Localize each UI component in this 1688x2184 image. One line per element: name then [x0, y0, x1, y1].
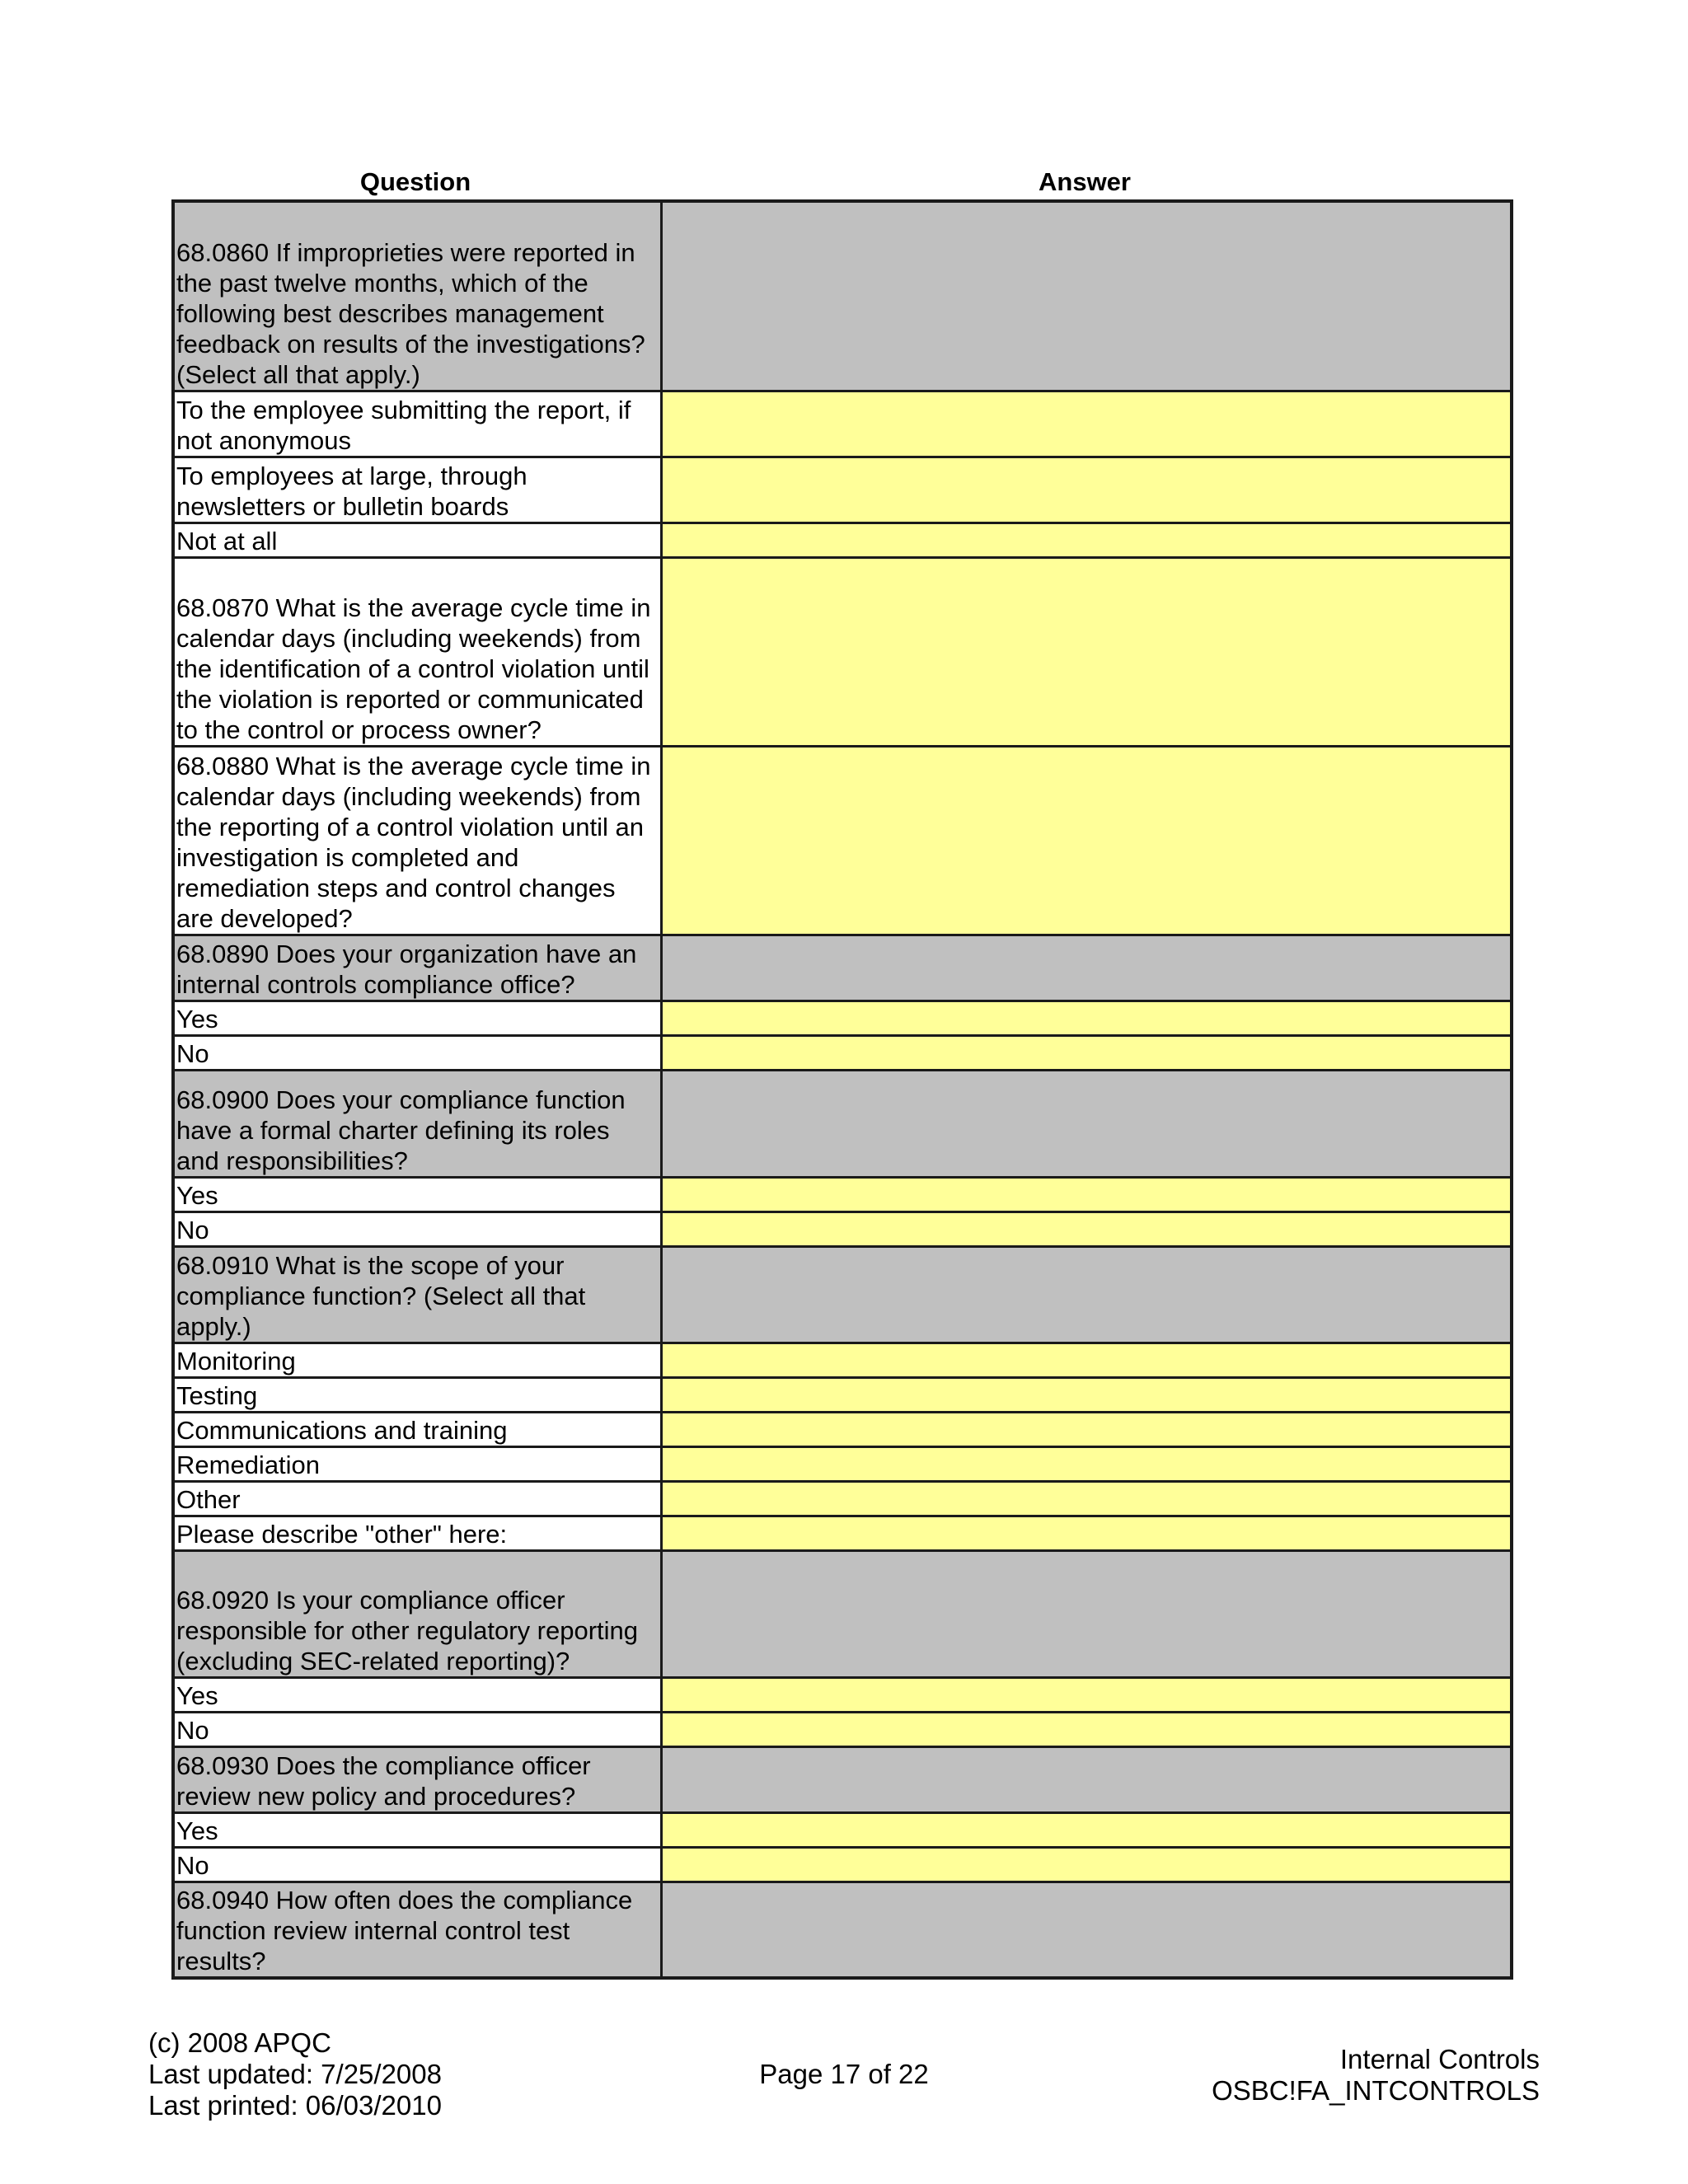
option-cell: Please describe "other" here:: [173, 1516, 661, 1550]
answer-cell: [661, 1070, 1512, 1177]
table-row: [173, 1343, 1512, 1377]
table-row: [173, 1882, 1512, 1978]
answer-input-cell[interactable]: [661, 1343, 1512, 1377]
table-row: [173, 1035, 1512, 1070]
answer-input-cell[interactable]: [661, 391, 1512, 457]
option-cell: Other: [173, 1481, 661, 1516]
question-cell: 68.0940 How often does the compliance function review internal control test results?: [173, 1882, 661, 1978]
table-row: [173, 1377, 1512, 1412]
table-row: [173, 1677, 1512, 1712]
answer-cell: [661, 1746, 1512, 1812]
question-header: Question: [359, 167, 471, 196]
sheet-name: OSBC!FA_INTCONTROLS: [1212, 2075, 1540, 2106]
question-cell: 68.0870 What is the average cycle time in calendar days (including weekends) from the identification of a control violation until the violation is reported or communicated to the control or process owner?: [173, 557, 661, 746]
option-cell: Testing: [173, 1377, 661, 1412]
survey-table: [171, 199, 1513, 1980]
table-row: [173, 557, 1512, 746]
table-row: [173, 1246, 1512, 1343]
table-row: [173, 391, 1512, 457]
question-cell: 68.0880 What is the average cycle time in calendar days (including weekends) from the reporting of a control violation until an investigation is completed and remediation steps and control changes are developed?: [173, 746, 661, 935]
page-number: Page 17 of 22: [759, 2059, 929, 2089]
answer-input-cell[interactable]: [661, 457, 1512, 523]
last-updated-text: Last updated: 7/25/2008: [148, 2059, 442, 2089]
table-row: [173, 1212, 1512, 1246]
option-cell: Yes: [173, 1677, 661, 1712]
table-row: [173, 1847, 1512, 1882]
last-printed-text: Last printed: 06/03/2010: [148, 2090, 442, 2121]
answer-input-cell[interactable]: [661, 1712, 1512, 1746]
option-cell: Not at all: [173, 523, 661, 557]
answer-input-cell[interactable]: [661, 1516, 1512, 1550]
answer-input-cell[interactable]: [661, 1446, 1512, 1481]
answer-cell: [661, 201, 1512, 391]
option-cell: To employees at large, through newsletters or bulletin boards: [173, 457, 661, 523]
table-row: [173, 457, 1512, 523]
table-headers: [171, 165, 1510, 199]
answer-input-cell[interactable]: [661, 1481, 1512, 1516]
question-cell: 68.0860 If improprieties were reported in the past twelve months, which of the following best describes management feedback on results of the investigations? (Select all that apply.): [173, 201, 661, 391]
answer-cell: [661, 935, 1512, 1001]
table-row: [173, 935, 1512, 1001]
table-row: [173, 201, 1512, 391]
page-footer: [0, 2027, 1688, 2126]
question-cell: 68.0910 What is the scope of your compliance function? (Select all that apply.): [173, 1246, 661, 1343]
answer-input-cell[interactable]: [661, 746, 1512, 935]
table-row: [173, 1746, 1512, 1812]
option-cell: Remediation: [173, 1446, 661, 1481]
answer-input-cell[interactable]: [661, 1677, 1512, 1712]
table-row: [173, 1712, 1512, 1746]
table-row: [173, 746, 1512, 935]
option-cell: To the employee submitting the report, if not anonymous: [173, 391, 661, 457]
answer-input-cell[interactable]: [661, 1001, 1512, 1035]
question-cell: 68.0930 Does the compliance officer review new policy and procedures?: [173, 1746, 661, 1812]
option-cell: Yes: [173, 1001, 661, 1035]
question-cell: 68.0900 Does your compliance function have a formal charter defining its roles and responsibilities?: [173, 1070, 661, 1177]
question-cell: 68.0890 Does your organization have an internal controls compliance office?: [173, 935, 661, 1001]
section-title: Internal Controls: [1339, 2044, 1540, 2074]
option-cell: Communications and training: [173, 1412, 661, 1446]
option-cell: Monitoring: [173, 1343, 661, 1377]
answer-input-cell[interactable]: [661, 1377, 1512, 1412]
answer-header: Answer: [1039, 167, 1131, 196]
table-row: [173, 1177, 1512, 1212]
option-cell: No: [173, 1712, 661, 1746]
option-cell: Yes: [173, 1812, 661, 1847]
answer-input-cell[interactable]: [661, 1812, 1512, 1847]
question-cell: 68.0920 Is your compliance officer responsible for other regulatory reporting (excluding SEC-related reporting)?: [173, 1550, 661, 1677]
table-row: [173, 1001, 1512, 1035]
table-row: [173, 523, 1512, 557]
table-row: [173, 1446, 1512, 1481]
answer-input-cell[interactable]: [661, 1847, 1512, 1882]
table-row: [173, 1481, 1512, 1516]
table-row: [173, 1516, 1512, 1550]
table-row: [173, 1070, 1512, 1177]
copyright-text: (c) 2008 APQC: [148, 2027, 331, 2058]
answer-cell: [661, 1882, 1512, 1978]
answer-input-cell[interactable]: [661, 1177, 1512, 1212]
answer-input-cell[interactable]: [661, 1412, 1512, 1446]
table-row: [173, 1812, 1512, 1847]
answer-cell: [661, 1550, 1512, 1677]
answer-input-cell[interactable]: [661, 1212, 1512, 1246]
option-cell: Yes: [173, 1177, 661, 1212]
answer-input-cell[interactable]: [661, 523, 1512, 557]
table-row: [173, 1412, 1512, 1446]
answer-cell: [661, 1246, 1512, 1343]
option-cell: No: [173, 1847, 661, 1882]
option-cell: No: [173, 1212, 661, 1246]
answer-input-cell[interactable]: [661, 557, 1512, 746]
option-cell: No: [173, 1035, 661, 1070]
footer-right: [1212, 2044, 1540, 2107]
table-row: [173, 1550, 1512, 1677]
answer-input-cell[interactable]: [661, 1035, 1512, 1070]
